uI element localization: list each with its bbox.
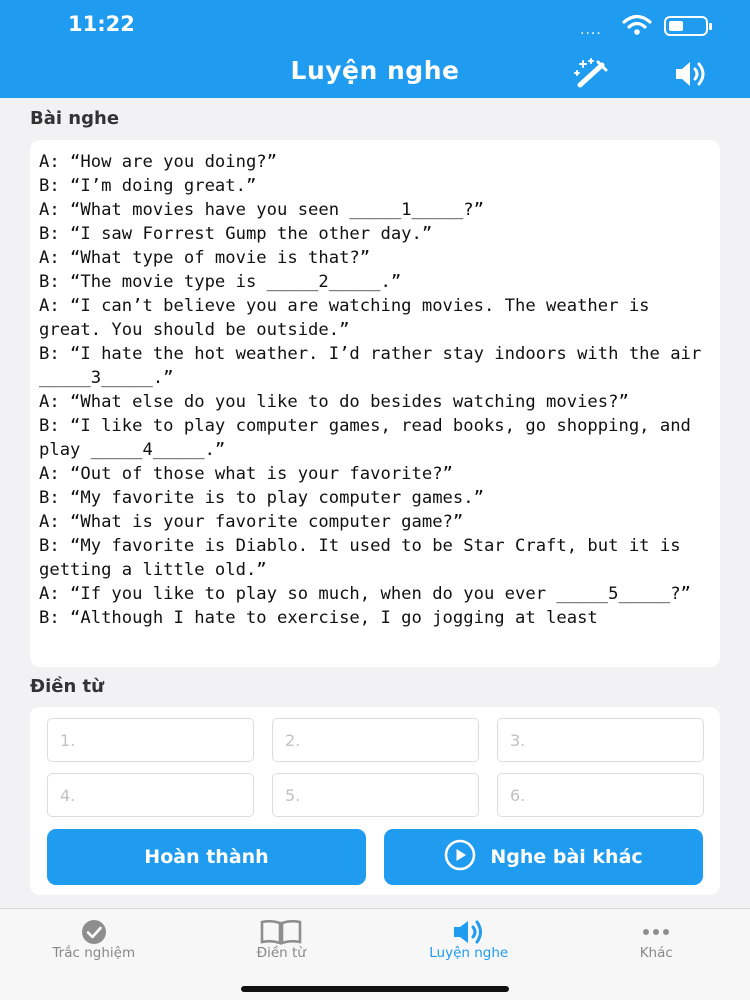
transcript-line: B: “I like to play computer games, read books, go shopping, and play _____4_____.” [39, 416, 691, 460]
listen-other-button[interactable] [384, 829, 703, 885]
tab-label: Trắc nghiệm [52, 945, 136, 961]
transcript-line: A: “I can’t believe you are watching movies. The weather is great. You should be outside.” [39, 296, 650, 340]
check-circle-icon [0, 919, 188, 945]
tab-luyen-nghe[interactable] [375, 909, 563, 979]
blank-input-1[interactable] [47, 718, 254, 762]
home-indicator [241, 986, 509, 992]
blank-input-4[interactable] [47, 773, 254, 817]
transcript-line: A: “How are you doing?” [39, 152, 277, 172]
wand-icon[interactable] [574, 58, 612, 92]
fill-section-label: Điền từ [30, 676, 104, 697]
listen-other-button-label: Nghe bài khác [490, 846, 643, 868]
transcript-line: A: “What else do you like to do besides watching movies?” [39, 392, 629, 412]
blank-input-3[interactable] [497, 718, 704, 762]
page-title: Luyện nghe [290, 56, 460, 85]
transcript-line: A: “What type of movie is that?” [39, 248, 371, 268]
transcript-panel[interactable] [30, 140, 720, 667]
transcript-line: B: “I saw Forrest Gump the other day.” [39, 224, 433, 244]
speaker-icon [375, 919, 563, 945]
nav-header [0, 0, 750, 98]
tab-khac[interactable] [563, 909, 750, 979]
status-time: 11:22 [68, 12, 135, 36]
blank-input-5[interactable] [272, 773, 479, 817]
blank-input-6[interactable] [497, 773, 704, 817]
transcript-line: A: “What movies have you seen _____1_____?” [39, 200, 484, 220]
play-circle-icon [444, 839, 476, 876]
transcript-line: B: “I hate the hot weather. I’d rather stay indoors with the air _____3_____.” [39, 344, 702, 388]
transcript-line: B: “Although I hate to exercise, I go jogging at least [39, 608, 598, 628]
tab-label: Luyện nghe [429, 945, 509, 961]
transcript-line: B: “My favorite is Diablo. It used to be Star Craft, but it is getting a little old.” [39, 536, 681, 580]
book-icon [188, 919, 376, 945]
transcript-line: A: “If you like to play so much, when do you ever _____5_____?” [39, 584, 691, 604]
tab-label: Khác [639, 945, 673, 961]
complete-button-label: Hoàn thành [144, 846, 269, 868]
tab-label: Điền từ [256, 945, 306, 961]
speaker-icon[interactable] [674, 60, 708, 92]
transcript-line: A: “Out of those what is your favorite?” [39, 464, 453, 484]
battery-icon [664, 16, 708, 36]
wifi-icon [622, 14, 652, 40]
transcript-line: B: “The movie type is _____2_____.” [39, 272, 402, 292]
transcript-line: A: “What is your favorite computer game?” [39, 512, 464, 532]
more-icon [563, 919, 750, 945]
transcript-line: B: “My favorite is to play computer games.” [39, 488, 484, 508]
blank-input-2[interactable] [272, 718, 479, 762]
tab-dien-tu[interactable] [188, 909, 376, 979]
cellular-signal-icon: ···· [580, 26, 602, 42]
transcript-line: B: “I’m doing great.” [39, 176, 257, 196]
listening-section-label: Bài nghe [30, 108, 120, 129]
complete-button[interactable] [47, 829, 366, 885]
tab-trac-nghiem[interactable] [0, 909, 188, 979]
